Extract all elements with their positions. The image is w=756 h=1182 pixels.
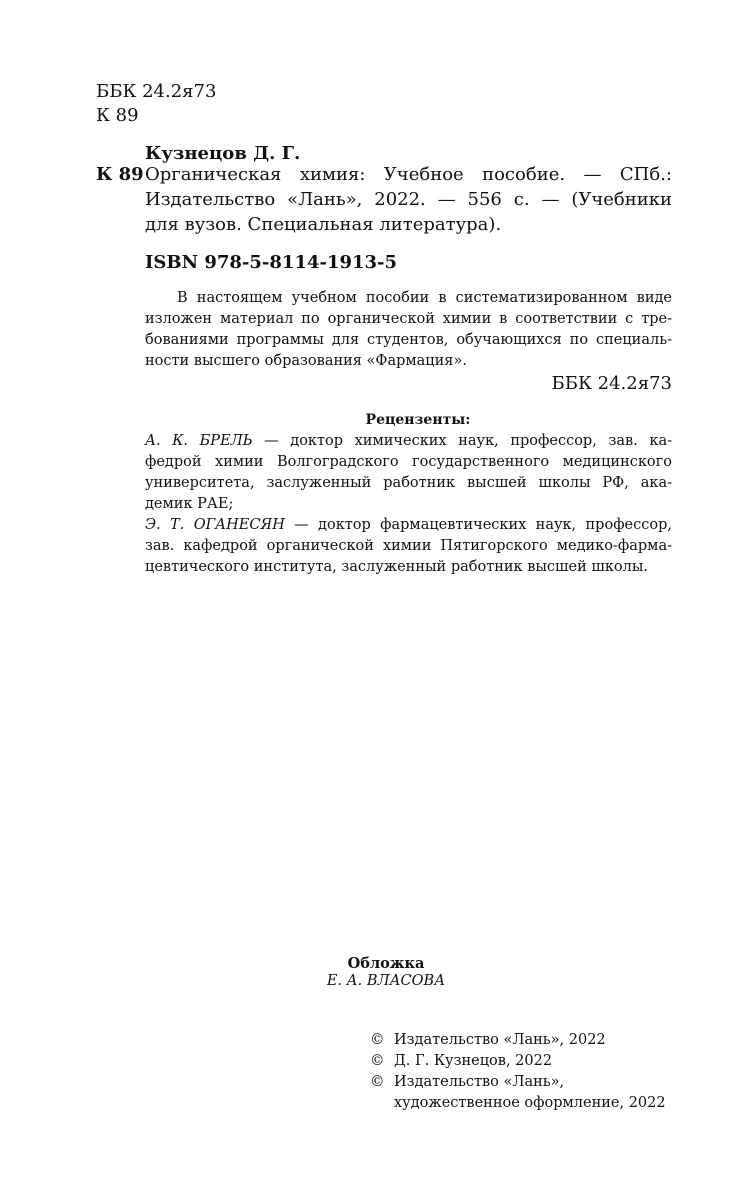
reviewer-1-name: А. К. БРЕЛЬ [145, 433, 253, 449]
author-name: Кузнецов Д. Г. [145, 143, 301, 164]
copyright-icon: © [370, 1053, 385, 1069]
bbk-code: ББК 24.2я73 [96, 81, 217, 102]
annotation-line-2: изложен материал по органической химии в соответствии с тре- [145, 311, 672, 327]
copyright-row-2 [370, 1051, 666, 1072]
biblio-line-1: Органическая химия: Учебное пособие. — СПб.: [145, 164, 672, 185]
annotation-line-1: В настоящем учебном пособии в систематизированном виде [177, 290, 672, 306]
copyright-block [370, 1030, 666, 1114]
reviewer-2-name: Э. Т. ОГАНЕСЯН [145, 517, 285, 533]
annotation-line-3: бованиями программы для студентов, обучающихся по специаль- [145, 332, 672, 348]
copyright-row-3-continued [370, 1093, 666, 1114]
reviewer-1-line-1 [145, 431, 672, 452]
copyright-text-3: Издательство «Лань», [394, 1074, 565, 1090]
reviewer-1-line-4: демик РАЕ; [145, 496, 234, 512]
reviewer-2-line-3: цевтического института, заслуженный работник высшей школы. [145, 559, 649, 575]
reviewer-1-line-2: федрой химии Волгоградского государственного медицинского [145, 454, 672, 470]
bibliographic-description [145, 162, 672, 237]
copyright-row-1 [370, 1030, 666, 1051]
bbk-classification-block [96, 80, 216, 128]
reviewers-title: Рецензенты: [365, 412, 471, 428]
copyright-icon: © [370, 1074, 385, 1090]
author-sign: К 89 [96, 105, 139, 126]
reviewer-1-line-3: университета, заслуженный работник высшей школы РФ, ака- [145, 475, 672, 491]
annotation-line-4: ности высшего образования «Фармация». [145, 353, 467, 369]
author-sign-code: К 89 [96, 164, 144, 185]
cover-designer-name: Е. А. ВЛАСОВА [326, 973, 446, 989]
copyright-row-3 [370, 1072, 666, 1093]
copyright-text-1: Издательство «Лань», 2022 [394, 1032, 606, 1048]
reviewer-2-text-1: — доктор фармацевтических наук, профессор, [284, 517, 672, 533]
copyright-icon: © [370, 1032, 385, 1048]
isbn: ISBN 978-5-8114-1913-5 [145, 252, 398, 273]
cover-credit-title: Обложка [347, 955, 425, 972]
biblio-line-2: Издательство «Лань», 2022. — 556 с. — (Учебники [145, 189, 672, 210]
reviewer-2-line-1 [145, 515, 672, 536]
reviewer-1-text-1: — доктор химических наук, профессор, зав. ка- [252, 433, 672, 449]
reviewer-2-line-2: зав. кафедрой органической химии Пятигорского медико-фарма- [145, 538, 672, 554]
annotation [145, 288, 672, 372]
copyright-text-3-continued: художественное оформление, 2022 [394, 1095, 666, 1111]
biblio-line-3: для вузов. Специальная литература). [145, 214, 502, 235]
copyright-text-2: Д. Г. Кузнецов, 2022 [394, 1053, 553, 1069]
bbk-code-right: ББК 24.2я73 [551, 373, 672, 394]
reviewers-list [145, 431, 672, 578]
